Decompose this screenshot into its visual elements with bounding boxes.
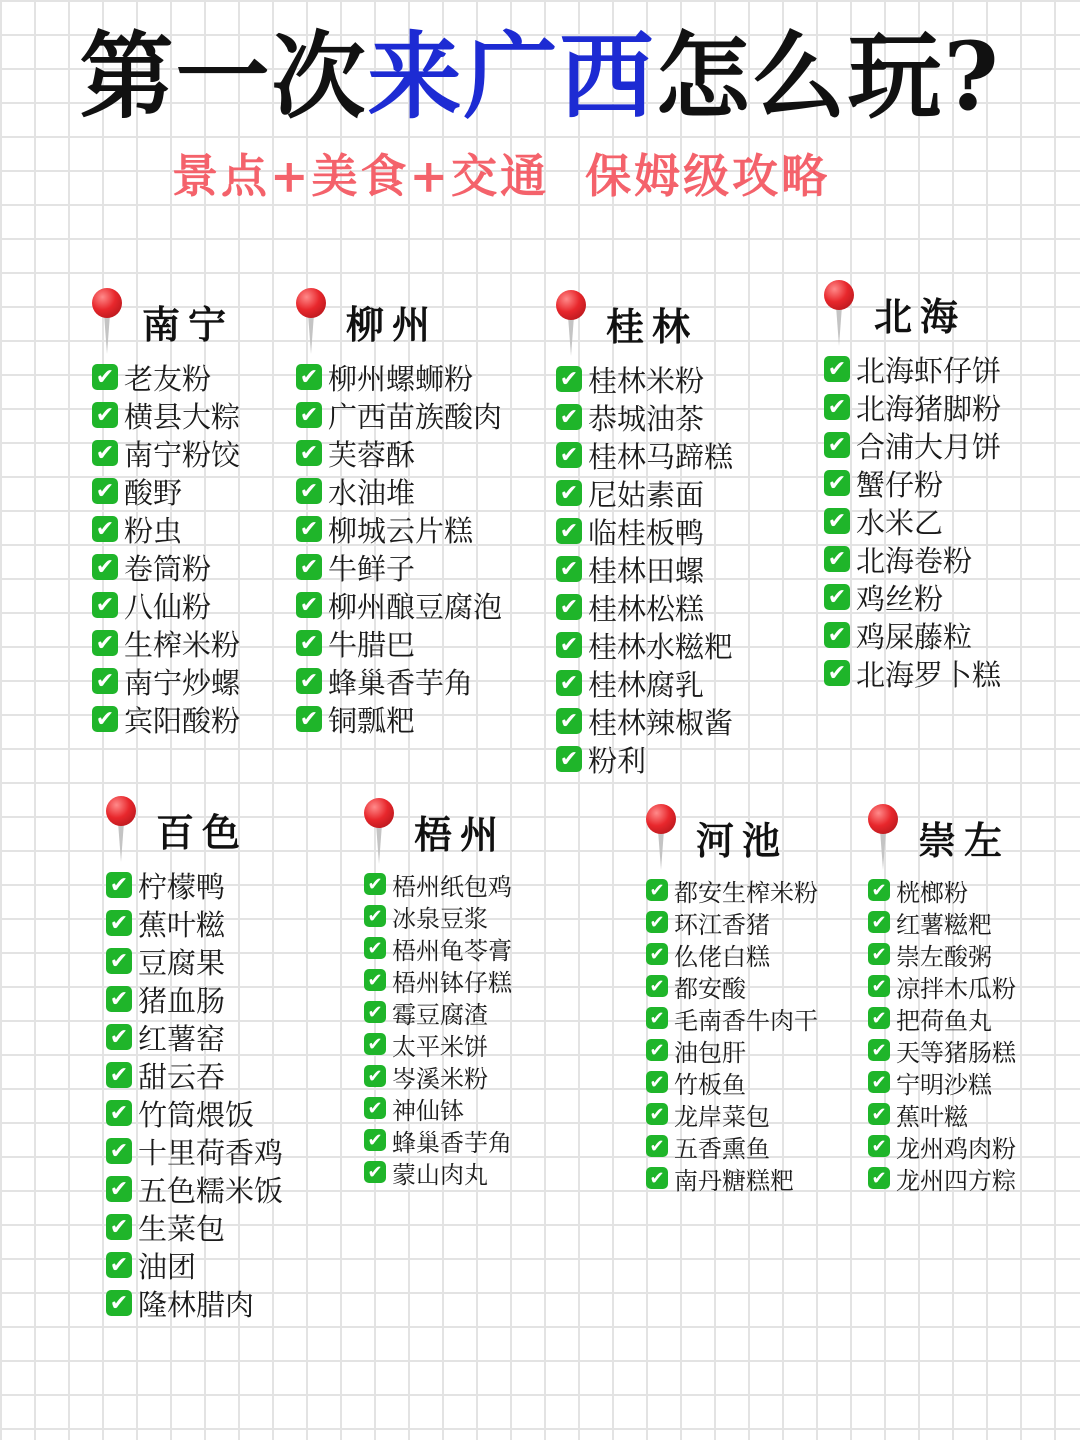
- map-pin-icon: [364, 798, 394, 868]
- checkmark-icon: ✔: [646, 975, 668, 997]
- food-item: [106, 904, 283, 942]
- city-column-baise: [106, 796, 283, 1322]
- food-item-label: 油包肝: [674, 1038, 746, 1067]
- food-item: [824, 616, 1001, 654]
- city-column-chongzuo: [868, 804, 1016, 1194]
- food-item: [364, 964, 512, 996]
- checkmark-icon: ✔: [556, 670, 582, 696]
- food-item: [92, 586, 240, 624]
- food-item: [296, 624, 502, 662]
- food-list: [646, 874, 818, 1194]
- food-item: [92, 358, 240, 396]
- checkmark-icon: ✔: [106, 910, 132, 936]
- food-item-label: 粉虫: [124, 513, 183, 548]
- title-highlight: 来广西: [367, 22, 656, 132]
- checkmark-icon: ✔: [556, 746, 582, 772]
- food-item-label: 生菜包: [138, 1211, 226, 1246]
- food-item-label: 北海猪脚粉: [856, 391, 1002, 426]
- checkmark-icon: ✔: [106, 1024, 132, 1050]
- food-item-label: 生榨米粉: [124, 627, 241, 662]
- checkmark-icon: ✔: [824, 508, 850, 534]
- food-item-label: 竹筒煨饭: [138, 1097, 255, 1132]
- food-item: [824, 540, 1001, 578]
- food-item-label: 鸡屎藤粒: [856, 619, 973, 654]
- food-item: [824, 464, 1001, 502]
- checkmark-icon: ✔: [556, 594, 582, 620]
- food-item: [646, 874, 818, 906]
- checkmark-icon: ✔: [646, 1039, 668, 1061]
- checkmark-icon: ✔: [824, 356, 850, 382]
- checkmark-icon: ✔: [296, 554, 322, 580]
- city-column-nanning: [92, 288, 240, 738]
- checkmark-icon: ✔: [646, 879, 668, 901]
- food-item-label: 桂林辣椒酱: [588, 705, 734, 740]
- food-item: [556, 436, 733, 474]
- subtitle-left: 景点+美食+交通: [172, 149, 550, 203]
- checkmark-icon: ✔: [106, 948, 132, 974]
- map-pin-icon: [646, 804, 676, 874]
- checkmark-icon: ✔: [824, 584, 850, 610]
- checkmark-icon: ✔: [824, 622, 850, 648]
- food-item: [868, 906, 1016, 938]
- checkmark-icon: ✔: [92, 554, 118, 580]
- food-item-label: 冰泉豆浆: [392, 904, 488, 933]
- food-item-label: 岑溪米粉: [392, 1064, 488, 1093]
- checkmark-icon: ✔: [364, 1097, 386, 1119]
- food-item: [296, 510, 502, 548]
- food-item: [556, 474, 733, 512]
- food-item-label: 龙岸菜包: [674, 1102, 770, 1131]
- page-title: [0, 22, 1080, 132]
- checkmark-icon: ✔: [646, 943, 668, 965]
- food-item-label: 都安酸: [674, 974, 746, 1003]
- food-item-label: 霉豆腐渣: [392, 1000, 488, 1029]
- food-item-label: 铜瓢粑: [328, 703, 416, 738]
- food-item: [824, 388, 1001, 426]
- food-item-label: 桂林水糍粑: [588, 629, 734, 664]
- checkmark-icon: ✔: [92, 592, 118, 618]
- city-name: 崇左: [918, 818, 1011, 863]
- checkmark-icon: ✔: [92, 630, 118, 656]
- food-item: [106, 942, 283, 980]
- food-item: [106, 866, 283, 904]
- food-item: [296, 548, 502, 586]
- food-item-label: 梧州龟苓膏: [392, 936, 512, 965]
- checkmark-icon: ✔: [106, 1062, 132, 1088]
- map-pin-icon: [868, 804, 898, 874]
- checkmark-icon: ✔: [364, 937, 386, 959]
- food-item: [556, 398, 733, 436]
- checkmark-icon: ✔: [868, 1103, 890, 1125]
- checkmark-icon: ✔: [364, 969, 386, 991]
- checkmark-icon: ✔: [646, 1007, 668, 1029]
- checkmark-icon: ✔: [106, 1252, 132, 1278]
- checkmark-icon: ✔: [296, 440, 322, 466]
- checkmark-icon: ✔: [556, 404, 582, 430]
- checkmark-icon: ✔: [824, 546, 850, 572]
- city-name: 南宁: [142, 302, 235, 347]
- checkmark-icon: ✔: [106, 1138, 132, 1164]
- food-item: [868, 1034, 1016, 1066]
- city-name: 北海: [874, 294, 967, 339]
- checkmark-icon: ✔: [646, 1071, 668, 1093]
- food-item: [868, 1162, 1016, 1194]
- checkmark-icon: ✔: [868, 1007, 890, 1029]
- city-name: 柳州: [346, 302, 439, 347]
- checkmark-icon: ✔: [556, 632, 582, 658]
- checkmark-icon: ✔: [556, 556, 582, 582]
- food-item: [92, 662, 240, 700]
- checkmark-icon: ✔: [556, 366, 582, 392]
- food-item: [92, 396, 240, 434]
- checkmark-icon: ✔: [868, 1135, 890, 1157]
- food-item: [106, 1018, 283, 1056]
- food-item-label: 横县大粽: [124, 399, 241, 434]
- food-item-label: 崇左酸粥: [896, 942, 992, 971]
- checkmark-icon: ✔: [868, 1071, 890, 1093]
- food-list: [106, 866, 283, 1322]
- map-pin-icon: [556, 290, 586, 360]
- checkmark-icon: ✔: [824, 470, 850, 496]
- food-item: [646, 1162, 818, 1194]
- checkmark-icon: ✔: [296, 592, 322, 618]
- food-item: [646, 1130, 818, 1162]
- food-item-label: 蒙山肉丸: [392, 1160, 488, 1189]
- food-item-label: 柳城云片糕: [328, 513, 474, 548]
- food-item-label: 蜂巢香芋角: [392, 1128, 512, 1157]
- checkmark-icon: ✔: [106, 1290, 132, 1316]
- food-item-label: 北海卷粉: [856, 543, 973, 578]
- food-item-label: 太平米饼: [392, 1032, 488, 1061]
- food-item: [646, 938, 818, 970]
- food-item-label: 油团: [138, 1249, 197, 1284]
- food-list: [296, 358, 502, 738]
- checkmark-icon: ✔: [364, 1161, 386, 1183]
- food-item-label: 临桂板鸭: [588, 515, 705, 550]
- food-item-label: 都安生榨米粉: [674, 878, 818, 907]
- checkmark-icon: ✔: [296, 706, 322, 732]
- food-item: [556, 360, 733, 398]
- checkmark-icon: ✔: [296, 516, 322, 542]
- food-item-label: 豆腐果: [138, 945, 226, 980]
- food-item-label: 桂林田螺: [588, 553, 705, 588]
- city-name: 河池: [696, 818, 789, 863]
- food-item: [92, 624, 240, 662]
- checkmark-icon: ✔: [296, 630, 322, 656]
- city-column-wuzhou: [364, 798, 512, 1188]
- checkmark-icon: ✔: [868, 879, 890, 901]
- food-item-label: 八仙粉: [124, 589, 212, 624]
- food-item-label: 五香熏鱼: [674, 1134, 770, 1163]
- checkmark-icon: ✔: [106, 1214, 132, 1240]
- food-item-label: 红薯窑: [138, 1021, 226, 1056]
- food-list: [556, 360, 733, 778]
- food-item-label: 合浦大月饼: [856, 429, 1002, 464]
- food-item: [646, 1034, 818, 1066]
- city-name: 百色: [156, 810, 249, 855]
- food-list: [868, 874, 1016, 1194]
- food-item-label: 蟹仔粉: [856, 467, 944, 502]
- food-item-label: 十里荷香鸡: [138, 1135, 284, 1170]
- food-item: [868, 1066, 1016, 1098]
- checkmark-icon: ✔: [296, 478, 322, 504]
- checkmark-icon: ✔: [106, 986, 132, 1012]
- checkmark-icon: ✔: [106, 1100, 132, 1126]
- food-item: [364, 1124, 512, 1156]
- map-pin-icon: [106, 796, 136, 866]
- food-item-label: 五色糯米饭: [138, 1173, 284, 1208]
- food-item-label: 南宁炒螺: [124, 665, 241, 700]
- food-item: [364, 900, 512, 932]
- subtitle-right: 保姆级攻略: [585, 149, 831, 203]
- checkmark-icon: ✔: [646, 1103, 668, 1125]
- checkmark-icon: ✔: [868, 1167, 890, 1189]
- food-item: [646, 906, 818, 938]
- checkmark-icon: ✔: [296, 364, 322, 390]
- food-item-label: 宾阳酸粉: [124, 703, 241, 738]
- food-item: [646, 1098, 818, 1130]
- city-column-liuzhou: [296, 288, 502, 738]
- food-item: [824, 426, 1001, 464]
- food-item-label: 芙蓉酥: [328, 437, 416, 472]
- food-item-label: 桂林松糕: [588, 591, 705, 626]
- checkmark-icon: ✔: [646, 1135, 668, 1157]
- food-item-label: 毛南香牛肉干: [674, 1006, 818, 1035]
- food-item-label: 北海罗卜糕: [856, 657, 1002, 692]
- food-item: [296, 396, 502, 434]
- food-item-label: 龙州四方粽: [896, 1166, 1016, 1195]
- food-item: [106, 980, 283, 1018]
- checkmark-icon: ✔: [296, 668, 322, 694]
- checkmark-icon: ✔: [824, 432, 850, 458]
- food-item-label: 鸡丝粉: [856, 581, 944, 616]
- subtitle: [172, 146, 830, 206]
- food-item-label: 酸野: [124, 475, 183, 510]
- checkmark-icon: ✔: [556, 518, 582, 544]
- food-item: [868, 1130, 1016, 1162]
- food-item: [556, 588, 733, 626]
- food-item-label: 猪血肠: [138, 983, 226, 1018]
- food-item-label: 桄榔粉: [896, 878, 968, 907]
- food-item: [556, 626, 733, 664]
- food-item: [92, 434, 240, 472]
- food-item-label: 牛鲜子: [328, 551, 416, 586]
- food-item: [106, 1284, 283, 1322]
- food-item: [106, 1094, 283, 1132]
- food-item: [824, 654, 1001, 692]
- food-item-label: 北海虾仔饼: [856, 353, 1002, 388]
- food-item: [868, 938, 1016, 970]
- food-item: [296, 472, 502, 510]
- checkmark-icon: ✔: [364, 1033, 386, 1055]
- food-list: [92, 358, 240, 738]
- food-item: [364, 1060, 512, 1092]
- food-item-label: 蕉叶糍: [138, 907, 226, 942]
- food-item: [868, 874, 1016, 906]
- checkmark-icon: ✔: [92, 668, 118, 694]
- food-item-label: 蜂巢香芋角: [328, 665, 474, 700]
- food-item-label: 桂林马蹄糕: [588, 439, 734, 474]
- food-item-label: 甜云吞: [138, 1059, 226, 1094]
- food-item-label: 把荷鱼丸: [896, 1006, 992, 1035]
- checkmark-icon: ✔: [92, 706, 118, 732]
- food-item-label: 老友粉: [124, 361, 212, 396]
- food-item: [646, 1002, 818, 1034]
- city-name: 桂林: [606, 304, 699, 349]
- checkmark-icon: ✔: [92, 440, 118, 466]
- food-item-label: 粉利: [588, 743, 647, 778]
- food-item-label: 桂林腐乳: [588, 667, 705, 702]
- food-item-label: 梧州纸包鸡: [392, 872, 512, 901]
- food-item-label: 神仙钵: [392, 1096, 464, 1125]
- food-item: [364, 1028, 512, 1060]
- map-pin-icon: [92, 288, 122, 358]
- checkmark-icon: ✔: [824, 660, 850, 686]
- checkmark-icon: ✔: [824, 394, 850, 420]
- city-name: 梧州: [414, 812, 507, 857]
- checkmark-icon: ✔: [868, 1039, 890, 1061]
- food-item: [556, 740, 733, 778]
- city-column-beihai: [824, 280, 1001, 692]
- food-item: [556, 664, 733, 702]
- food-item-label: 仫佬白糕: [674, 942, 770, 971]
- food-item: [296, 700, 502, 738]
- food-item-label: 南丹糖糕粑: [674, 1166, 794, 1195]
- food-item-label: 牛腊巴: [328, 627, 416, 662]
- food-item-label: 隆林腊肉: [138, 1287, 255, 1322]
- checkmark-icon: ✔: [364, 1065, 386, 1087]
- food-item-label: 广西苗族酸肉: [328, 399, 503, 434]
- food-item-label: 红薯糍粑: [896, 910, 992, 939]
- food-item: [868, 1002, 1016, 1034]
- checkmark-icon: ✔: [296, 402, 322, 428]
- checkmark-icon: ✔: [868, 975, 890, 997]
- food-item: [824, 350, 1001, 388]
- food-item: [364, 996, 512, 1028]
- checkmark-icon: ✔: [646, 1167, 668, 1189]
- checkmark-icon: ✔: [646, 911, 668, 933]
- checkmark-icon: ✔: [364, 873, 386, 895]
- food-item: [364, 932, 512, 964]
- food-item: [92, 510, 240, 548]
- food-item: [92, 548, 240, 586]
- food-item-label: 宁明沙糕: [896, 1070, 992, 1099]
- food-item: [364, 1092, 512, 1124]
- food-item: [106, 1208, 283, 1246]
- checkmark-icon: ✔: [868, 911, 890, 933]
- checkmark-icon: ✔: [92, 478, 118, 504]
- food-item-label: 凉拌木瓜粉: [896, 974, 1016, 1003]
- checkmark-icon: ✔: [556, 708, 582, 734]
- checkmark-icon: ✔: [868, 943, 890, 965]
- food-item-label: 环江香猪: [674, 910, 770, 939]
- food-item: [364, 1156, 512, 1188]
- food-list: [364, 868, 512, 1188]
- food-item-label: 柳州螺蛳粉: [328, 361, 474, 396]
- food-item-label: 水油堆: [328, 475, 416, 510]
- checkmark-icon: ✔: [106, 1176, 132, 1202]
- food-item-label: 蕉叶糍: [896, 1102, 968, 1131]
- city-column-hechi: [646, 804, 818, 1194]
- checkmark-icon: ✔: [556, 480, 582, 506]
- title-part1: 第一次: [79, 22, 368, 132]
- food-item: [296, 358, 502, 396]
- food-item-label: 卷筒粉: [124, 551, 212, 586]
- map-pin-icon: [824, 280, 854, 350]
- food-item-label: 梧州钵仔糕: [392, 968, 512, 997]
- food-item: [106, 1246, 283, 1284]
- city-column-guilin: [556, 290, 733, 778]
- food-item: [646, 970, 818, 1002]
- food-item: [646, 1066, 818, 1098]
- food-item: [92, 472, 240, 510]
- checkmark-icon: ✔: [364, 905, 386, 927]
- food-item: [106, 1170, 283, 1208]
- food-item-label: 桂林米粉: [588, 363, 705, 398]
- map-pin-icon: [296, 288, 326, 358]
- checkmark-icon: ✔: [364, 1129, 386, 1151]
- food-item-label: 尼姑素面: [588, 477, 705, 512]
- checkmark-icon: ✔: [92, 402, 118, 428]
- checkmark-icon: ✔: [556, 442, 582, 468]
- food-item-label: 天等猪肠糕: [896, 1038, 1016, 1067]
- food-item: [364, 868, 512, 900]
- checkmark-icon: ✔: [92, 516, 118, 542]
- food-item: [106, 1056, 283, 1094]
- food-item: [106, 1132, 283, 1170]
- food-item: [824, 502, 1001, 540]
- food-item: [868, 1098, 1016, 1130]
- food-list: [824, 350, 1001, 692]
- food-item-label: 恭城油茶: [588, 401, 705, 436]
- food-item: [92, 700, 240, 738]
- food-item: [556, 702, 733, 740]
- title-part2: 怎么玩?: [655, 22, 1001, 132]
- food-item: [296, 586, 502, 624]
- food-item-label: 龙州鸡肉粉: [896, 1134, 1016, 1163]
- checkmark-icon: ✔: [106, 872, 132, 898]
- food-item-label: 南宁粉饺: [124, 437, 241, 472]
- food-item-label: 柳州酿豆腐泡: [328, 589, 503, 624]
- food-item: [556, 550, 733, 588]
- checkmark-icon: ✔: [364, 1001, 386, 1023]
- food-item: [824, 578, 1001, 616]
- food-item: [296, 434, 502, 472]
- food-item-label: 柠檬鸭: [138, 869, 226, 904]
- food-item-label: 水米乙: [856, 505, 944, 540]
- food-item: [296, 662, 502, 700]
- food-item-label: 竹板鱼: [674, 1070, 746, 1099]
- checkmark-icon: ✔: [92, 364, 118, 390]
- food-item: [868, 970, 1016, 1002]
- food-item: [556, 512, 733, 550]
